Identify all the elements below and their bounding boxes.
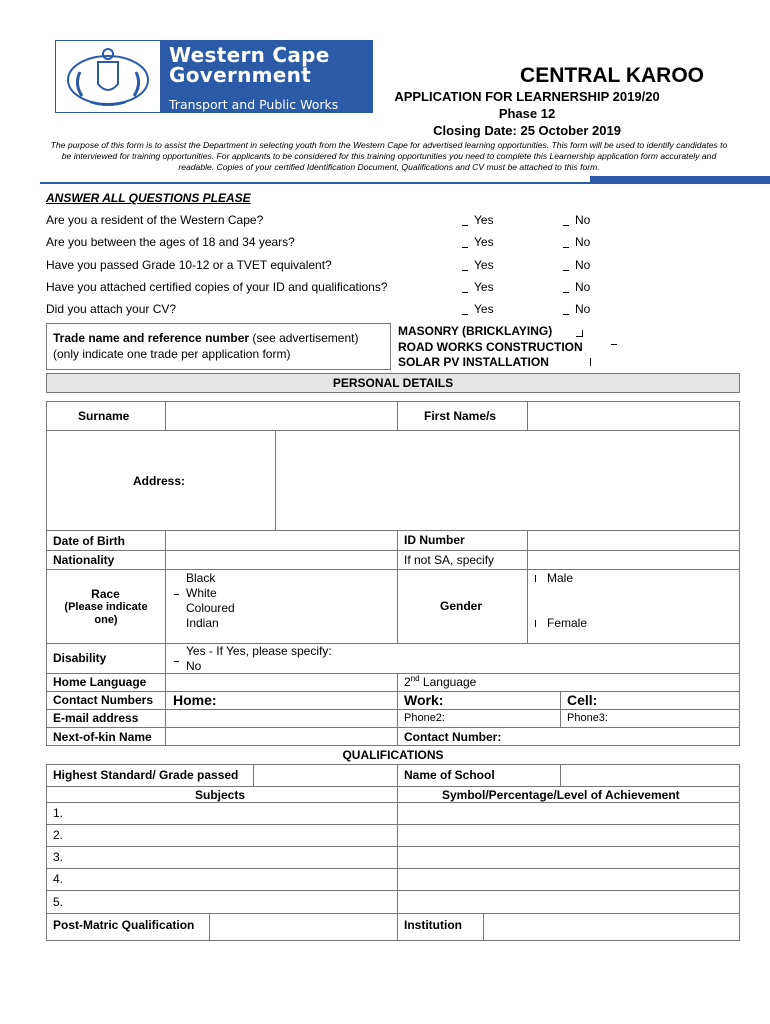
id-number-label: ID Number — [404, 533, 465, 547]
post-matric-field[interactable] — [210, 914, 396, 940]
subtitle-line1: APPLICATION FOR LEARNERSHIP 2019/20 — [394, 89, 660, 104]
trade-option-solar[interactable]: SOLAR PV INSTALLATION — [398, 355, 549, 369]
address-field[interactable] — [276, 431, 739, 529]
gender-label: Gender — [440, 599, 483, 613]
race-white-checkbox[interactable] — [174, 594, 179, 595]
subject-row-2[interactable]: 2. — [53, 828, 64, 842]
disability-yes-option[interactable]: Yes - If Yes, please specify: — [186, 644, 332, 658]
q5-yes-option[interactable]: Yes — [462, 302, 494, 316]
race-label: Race — [91, 587, 120, 601]
purpose-text: The purpose of this form is to assist the Department in selecting youth from the Western Cape for advertised learning opportunities. This form will be used to identify candidates to be interviewed for training opportunities. For applicants to be considered for this training opportunities you need to complete this Learnership application form accurately and readable. Copies of your certified Identification Document, Qualifications and CV must be attached to this form. — [50, 140, 728, 172]
answer-all-heading: ANSWER ALL QUESTIONS PLEASE — [46, 191, 251, 205]
subject-row-4[interactable]: 4. — [53, 872, 64, 886]
if-not-sa-field[interactable] — [528, 551, 739, 569]
first-names-field[interactable] — [528, 402, 739, 429]
id-number-field[interactable] — [528, 531, 739, 549]
subject-row-5[interactable]: 5. — [53, 895, 64, 909]
question-5: Did you attach your CV? — [46, 302, 177, 316]
address-label: Address: — [133, 474, 186, 488]
subject-row-1[interactable]: 1. — [53, 806, 64, 820]
gender-option-male[interactable]: Male — [547, 571, 574, 585]
highest-grade-label: Highest Standard/ Grade passed — [53, 768, 239, 782]
email-label: E-mail address — [53, 711, 139, 725]
logo-line1: Western Cape — [169, 43, 330, 67]
disability-no-checkbox[interactable] — [174, 661, 179, 662]
q4-no-option[interactable]: No — [563, 280, 590, 294]
nationality-field[interactable] — [166, 551, 396, 569]
phone3-label: Phone3: — [567, 712, 608, 724]
question-1: Are you a resident of the Western Cape? — [46, 213, 264, 227]
q1-yes-option[interactable]: Yes — [462, 213, 494, 227]
surname-field[interactable] — [166, 402, 396, 429]
cell-phone-label: Cell: — [567, 692, 598, 708]
gender-option-female[interactable]: Female — [547, 616, 588, 630]
q1-no-option[interactable]: No — [563, 213, 590, 227]
disability-no-option[interactable]: No — [186, 659, 202, 673]
surname-label: Surname — [78, 409, 130, 423]
personal-details-heading: PERSONAL DETAILS — [332, 376, 454, 390]
subtitle-line2: Phase 12 — [498, 106, 556, 121]
question-3: Have you passed Grade 10-12 or a TVET equivalent? — [46, 258, 332, 272]
q4-yes-option[interactable]: Yes — [462, 280, 494, 294]
race-option-indian[interactable]: Indian — [186, 616, 219, 630]
trade-note: (only indicate one trade per application form) — [53, 347, 291, 361]
coat-of-arms-icon — [55, 40, 161, 113]
dob-field[interactable] — [166, 531, 396, 549]
institution-field[interactable] — [484, 914, 739, 940]
roadworks-checkbox[interactable] — [611, 344, 617, 345]
qualifications-heading: QUALIFICATIONS — [342, 748, 444, 762]
school-name-label: Name of School — [404, 768, 495, 782]
form-subtitle — [367, 88, 687, 139]
email-field[interactable] — [166, 710, 396, 726]
department-logo — [55, 40, 373, 113]
home-language-label: Home Language — [53, 675, 147, 689]
q2-no-option[interactable]: No — [563, 235, 590, 249]
male-checkbox[interactable] — [535, 575, 536, 582]
contact-numbers-label: Contact Numbers — [53, 693, 154, 707]
race-option-black[interactable]: Black — [186, 571, 216, 585]
q2-yes-option[interactable]: Yes — [462, 235, 494, 249]
q3-no-option[interactable]: No — [563, 258, 590, 272]
symbol-header: Symbol/Percentage/Level of Achievement — [442, 788, 680, 802]
subjects-header: Subjects — [195, 788, 246, 802]
masonry-checkbox[interactable] — [576, 330, 583, 337]
work-phone-label: Work: — [404, 692, 444, 708]
race-note: (Please indicate one) — [64, 601, 148, 626]
first-names-label: First Name/s — [424, 409, 497, 423]
nationality-label: Nationality — [53, 553, 115, 567]
race-option-white[interactable]: White — [186, 586, 217, 600]
q3-yes-option[interactable]: Yes — [462, 258, 494, 272]
second-language-label: 2nd Language — [404, 674, 477, 689]
question-4: Have you attached certified copies of your ID and qualifications? — [46, 280, 388, 294]
trade-label: Trade name and reference number (see advertisement) — [53, 331, 359, 345]
highest-grade-field[interactable] — [254, 765, 396, 785]
school-name-field[interactable] — [561, 765, 739, 785]
race-option-coloured[interactable]: Coloured — [186, 601, 235, 615]
if-not-sa-label: If not SA, specify — [404, 553, 495, 567]
header-band — [590, 176, 770, 184]
home-phone-label: Home: — [173, 692, 217, 708]
contact-number-label: Contact Number: — [404, 730, 502, 744]
subtitle-line3: Closing Date: 25 October 2019 — [433, 123, 621, 138]
q5-no-option[interactable]: No — [563, 302, 590, 316]
subject-row-3[interactable]: 3. — [53, 850, 64, 864]
post-matric-label: Post-Matric Qualification — [53, 918, 195, 932]
female-checkbox[interactable] — [535, 620, 536, 627]
trade-option-roadworks[interactable]: ROAD WORKS CONSTRUCTION — [398, 340, 583, 354]
dob-label: Date of Birth — [53, 534, 125, 548]
logo-line3: Transport and Public Works — [169, 97, 339, 112]
trade-option-masonry[interactable]: MASONRY (BRICKLAYING) — [398, 324, 553, 338]
next-of-kin-label: Next-of-kin Name — [53, 730, 152, 744]
form-title: CENTRAL KAROO — [520, 64, 704, 87]
institution-label: Institution — [404, 918, 462, 932]
phone2-label: Phone2: — [404, 712, 445, 724]
disability-label: Disability — [53, 651, 107, 665]
next-of-kin-field[interactable] — [166, 728, 396, 745]
solar-checkbox[interactable] — [590, 358, 591, 366]
logo-line2: Government — [169, 63, 312, 87]
question-2: Are you between the ages of 18 and 34 years? — [46, 235, 295, 249]
